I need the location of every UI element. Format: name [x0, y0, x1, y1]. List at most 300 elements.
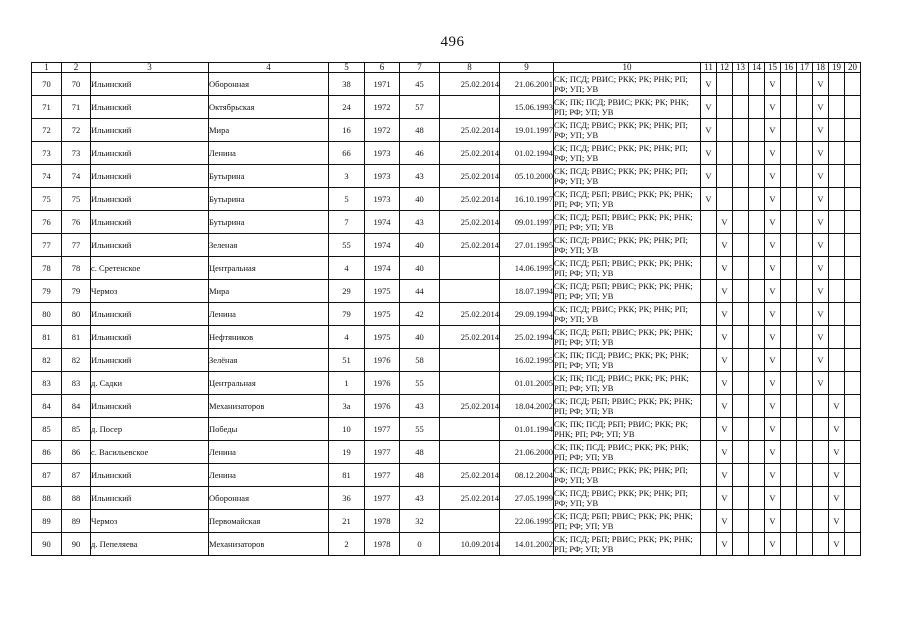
table-row — [32, 303, 861, 326]
codes-cell: СК; ПСД; РВИС; РКК; РК; РНК; РП; РФ; УП; УВ — [554, 464, 701, 487]
mark-cell-18 — [813, 533, 829, 556]
street-cell: Ленина — [209, 303, 329, 326]
object-number-cell: 77 — [62, 234, 91, 257]
mark-cell-17 — [797, 188, 813, 211]
mark-cell-11 — [701, 395, 717, 418]
house-number-cell: 79 — [329, 303, 365, 326]
mark-cell-11: V — [701, 119, 717, 142]
street-cell: Мира — [209, 119, 329, 142]
mark-cell-20 — [845, 142, 861, 165]
table-row — [32, 188, 861, 211]
mark-cell-18: V — [813, 119, 829, 142]
year-cell: 1972 — [365, 96, 400, 119]
mark-cell-16 — [781, 487, 797, 510]
date-cell: 10.09.2014 — [440, 533, 500, 556]
mark-cell-20 — [845, 165, 861, 188]
mark-cell-15: V — [765, 119, 781, 142]
mark-cell-18: V — [813, 165, 829, 188]
mark-cell-13 — [733, 372, 749, 395]
row-number-cell: 85 — [32, 418, 62, 441]
date-cell — [440, 510, 500, 533]
codes-cell: СК; ПК; ПСД; РВИС; РКК; РК; РНК; РП; РФ; УП; УВ — [554, 349, 701, 372]
mark-cell-13 — [733, 533, 749, 556]
mark-cell-14 — [749, 395, 765, 418]
mark-cell-12: V — [717, 326, 733, 349]
mark-cell-20 — [845, 188, 861, 211]
year-cell: 1974 — [365, 234, 400, 257]
mark-cell-12 — [717, 165, 733, 188]
house-number-cell: 4 — [329, 257, 365, 280]
mark-cell-14 — [749, 234, 765, 257]
table-row — [32, 533, 861, 556]
object-number-cell: 86 — [62, 441, 91, 464]
date-cell: 08.12.2004 — [500, 464, 554, 487]
mark-cell-18: V — [813, 142, 829, 165]
column-number-header: 7 — [400, 63, 440, 73]
mark-cell-19 — [829, 119, 845, 142]
mark-cell-14 — [749, 96, 765, 119]
mark-cell-18 — [813, 395, 829, 418]
mark-cell-17 — [797, 96, 813, 119]
year-cell: 1977 — [365, 487, 400, 510]
codes-cell: СК; ПК; ПСД; РВИС; РКК; РК; РНК; РП; РФ; УП; УВ — [554, 96, 701, 119]
register-table — [31, 62, 861, 556]
mark-cell-12: V — [717, 372, 733, 395]
mark-cell-12 — [717, 188, 733, 211]
street-cell: Октябрьская — [209, 96, 329, 119]
object-number-cell: 83 — [62, 372, 91, 395]
object-number-cell: 78 — [62, 257, 91, 280]
mark-cell-14 — [749, 510, 765, 533]
mark-cell-20 — [845, 349, 861, 372]
mark-cell-14 — [749, 188, 765, 211]
date-cell: 25.02.1994 — [500, 326, 554, 349]
street-cell: Зеленая — [209, 234, 329, 257]
object-number-cell: 73 — [62, 142, 91, 165]
wear-cell: 55 — [400, 418, 440, 441]
codes-cell: СК; ПК; ПСД; РБП; РВИС; РКК; РК; РНК; РП; РФ; УП; УВ — [554, 418, 701, 441]
date-cell: 25.02.2014 — [440, 142, 500, 165]
date-cell: 25.02.2014 — [440, 326, 500, 349]
settlement-cell: Ильинский — [91, 165, 209, 188]
mark-cell-20 — [845, 464, 861, 487]
mark-cell-13 — [733, 142, 749, 165]
codes-cell: СК; ПСД; РВИС; РКК; РК; РНК; РП; РФ; УП; УВ — [554, 73, 701, 96]
mark-cell-20 — [845, 395, 861, 418]
wear-cell: 0 — [400, 533, 440, 556]
mark-cell-20 — [845, 257, 861, 280]
mark-cell-15: V — [765, 211, 781, 234]
mark-cell-20 — [845, 280, 861, 303]
wear-cell: 40 — [400, 234, 440, 257]
mark-cell-14 — [749, 441, 765, 464]
mark-cell-13 — [733, 211, 749, 234]
date-cell: 29.09.1994 — [500, 303, 554, 326]
mark-cell-15: V — [765, 303, 781, 326]
mark-cell-12: V — [717, 464, 733, 487]
object-number-cell: 74 — [62, 165, 91, 188]
codes-cell: СК; ПСД; РБП; РВИС; РКК; РК; РНК; РП; РФ; УП; УВ — [554, 257, 701, 280]
mark-cell-11 — [701, 441, 717, 464]
mark-cell-13 — [733, 510, 749, 533]
street-cell: Первомайская — [209, 510, 329, 533]
column-number-header: 15 — [765, 63, 781, 73]
mark-cell-20 — [845, 533, 861, 556]
mark-cell-13 — [733, 188, 749, 211]
mark-cell-20 — [845, 372, 861, 395]
mark-cell-15: V — [765, 510, 781, 533]
row-number-cell: 80 — [32, 303, 62, 326]
house-number-cell: 19 — [329, 441, 365, 464]
mark-cell-13 — [733, 464, 749, 487]
mark-cell-15: V — [765, 96, 781, 119]
date-cell: 14.01.2002 — [500, 533, 554, 556]
mark-cell-11 — [701, 280, 717, 303]
mark-cell-15: V — [765, 326, 781, 349]
year-cell: 1977 — [365, 418, 400, 441]
mark-cell-16 — [781, 142, 797, 165]
mark-cell-19 — [829, 303, 845, 326]
mark-cell-17 — [797, 326, 813, 349]
house-number-cell: 29 — [329, 280, 365, 303]
codes-cell: СК; ПСД; РВИС; РКК; РК; РНК; РП; РФ; УП; УВ — [554, 165, 701, 188]
street-cell: Центральная — [209, 257, 329, 280]
mark-cell-12: V — [717, 303, 733, 326]
mark-cell-18: V — [813, 326, 829, 349]
wear-cell: 45 — [400, 73, 440, 96]
mark-cell-11: V — [701, 96, 717, 119]
row-number-cell: 70 — [32, 73, 62, 96]
mark-cell-15: V — [765, 395, 781, 418]
street-cell: Бутырина — [209, 211, 329, 234]
house-number-cell: 3 — [329, 165, 365, 188]
date-cell: 09.01.1997 — [500, 211, 554, 234]
mark-cell-14 — [749, 280, 765, 303]
mark-cell-11: V — [701, 188, 717, 211]
mark-cell-20 — [845, 234, 861, 257]
object-number-cell: 76 — [62, 211, 91, 234]
mark-cell-16 — [781, 257, 797, 280]
mark-cell-11 — [701, 234, 717, 257]
mark-cell-18: V — [813, 280, 829, 303]
object-number-cell: 70 — [62, 73, 91, 96]
mark-cell-19 — [829, 326, 845, 349]
object-number-cell: 82 — [62, 349, 91, 372]
column-number-header-row — [32, 63, 861, 73]
mark-cell-18: V — [813, 372, 829, 395]
street-cell: Механизаторов — [209, 533, 329, 556]
mark-cell-17 — [797, 533, 813, 556]
wear-cell: 43 — [400, 165, 440, 188]
mark-cell-16 — [781, 211, 797, 234]
wear-cell: 48 — [400, 441, 440, 464]
table-row — [32, 395, 861, 418]
mark-cell-17 — [797, 349, 813, 372]
wear-cell: 40 — [400, 257, 440, 280]
mark-cell-13 — [733, 165, 749, 188]
mark-cell-15: V — [765, 349, 781, 372]
column-number-header: 10 — [554, 63, 701, 73]
mark-cell-12: V — [717, 257, 733, 280]
mark-cell-17 — [797, 165, 813, 188]
mark-cell-20 — [845, 510, 861, 533]
settlement-cell: Ильинский — [91, 188, 209, 211]
date-cell: 15.06.1993 — [500, 96, 554, 119]
codes-cell: СК; ПК; ПСД; РВИС; РКК; РК; РНК; РП; РФ; УП; УВ — [554, 441, 701, 464]
year-cell: 1976 — [365, 395, 400, 418]
table-row — [32, 464, 861, 487]
house-number-cell: 38 — [329, 73, 365, 96]
year-cell: 1977 — [365, 441, 400, 464]
mark-cell-16 — [781, 326, 797, 349]
date-cell — [440, 418, 500, 441]
mark-cell-11 — [701, 533, 717, 556]
date-cell: 01.02.1994 — [500, 142, 554, 165]
column-number-header: 16 — [781, 63, 797, 73]
mark-cell-17 — [797, 372, 813, 395]
mark-cell-12: V — [717, 418, 733, 441]
object-number-cell: 89 — [62, 510, 91, 533]
house-number-cell: 51 — [329, 349, 365, 372]
column-number-header: 14 — [749, 63, 765, 73]
mark-cell-15: V — [765, 165, 781, 188]
date-cell: 25.02.2014 — [440, 395, 500, 418]
settlement-cell: Ильинский — [91, 349, 209, 372]
mark-cell-15: V — [765, 280, 781, 303]
object-number-cell: 84 — [62, 395, 91, 418]
mark-cell-20 — [845, 303, 861, 326]
date-cell: 14.06.1995 — [500, 257, 554, 280]
mark-cell-20 — [845, 119, 861, 142]
table-row — [32, 326, 861, 349]
mark-cell-11: V — [701, 73, 717, 96]
codes-cell: СК; ПСД; РБП; РВИС; РКК; РК; РНК; РП; РФ; УП; УВ — [554, 395, 701, 418]
mark-cell-17 — [797, 280, 813, 303]
mark-cell-13 — [733, 257, 749, 280]
year-cell: 1973 — [365, 188, 400, 211]
street-cell: Ленина — [209, 142, 329, 165]
date-cell — [440, 349, 500, 372]
wear-cell: 55 — [400, 372, 440, 395]
column-number-header: 2 — [62, 63, 91, 73]
wear-cell: 43 — [400, 211, 440, 234]
house-number-cell: 4 — [329, 326, 365, 349]
table-row — [32, 441, 861, 464]
object-number-cell: 80 — [62, 303, 91, 326]
mark-cell-13 — [733, 418, 749, 441]
year-cell: 1974 — [365, 211, 400, 234]
mark-cell-18 — [813, 464, 829, 487]
date-cell: 25.02.2014 — [440, 165, 500, 188]
wear-cell: 32 — [400, 510, 440, 533]
mark-cell-19: V — [829, 533, 845, 556]
row-number-cell: 83 — [32, 372, 62, 395]
mark-cell-11 — [701, 349, 717, 372]
date-cell: 05.10.2000 — [500, 165, 554, 188]
date-cell: 25.02.2014 — [440, 188, 500, 211]
mark-cell-11 — [701, 487, 717, 510]
mark-cell-14 — [749, 165, 765, 188]
mark-cell-19: V — [829, 418, 845, 441]
wear-cell: 40 — [400, 188, 440, 211]
mark-cell-15: V — [765, 188, 781, 211]
mark-cell-15: V — [765, 441, 781, 464]
wear-cell: 43 — [400, 395, 440, 418]
codes-cell: СК; ПСД; РБП; РВИС; РКК; РК; РНК; РП; РФ; УП; УВ — [554, 188, 701, 211]
settlement-cell: Чермоз — [91, 280, 209, 303]
house-number-cell: 10 — [329, 418, 365, 441]
mark-cell-18: V — [813, 73, 829, 96]
street-cell: Оборонная — [209, 73, 329, 96]
date-cell: 01.01.2005 — [500, 372, 554, 395]
codes-cell: СК; ПСД; РВИС; РКК; РК; РНК; РП; РФ; УП; УВ — [554, 119, 701, 142]
date-cell: 25.02.2014 — [440, 211, 500, 234]
mark-cell-12: V — [717, 533, 733, 556]
house-number-cell: 1 — [329, 372, 365, 395]
mark-cell-18 — [813, 418, 829, 441]
mark-cell-14 — [749, 119, 765, 142]
mark-cell-13 — [733, 280, 749, 303]
house-number-cell: 24 — [329, 96, 365, 119]
mark-cell-15: V — [765, 73, 781, 96]
mark-cell-20 — [845, 211, 861, 234]
mark-cell-16 — [781, 464, 797, 487]
street-cell: Ленина — [209, 441, 329, 464]
mark-cell-12 — [717, 73, 733, 96]
row-number-cell: 75 — [32, 188, 62, 211]
mark-cell-17 — [797, 257, 813, 280]
object-number-cell: 85 — [62, 418, 91, 441]
register-table-body — [32, 73, 861, 556]
object-number-cell: 90 — [62, 533, 91, 556]
settlement-cell: Ильинский — [91, 395, 209, 418]
mark-cell-16 — [781, 188, 797, 211]
mark-cell-11 — [701, 464, 717, 487]
row-number-cell: 76 — [32, 211, 62, 234]
mark-cell-15: V — [765, 533, 781, 556]
mark-cell-19 — [829, 280, 845, 303]
object-number-cell: 87 — [62, 464, 91, 487]
row-number-cell: 79 — [32, 280, 62, 303]
year-cell: 1975 — [365, 303, 400, 326]
mark-cell-15: V — [765, 142, 781, 165]
date-cell: 25.02.2014 — [440, 464, 500, 487]
mark-cell-19: V — [829, 395, 845, 418]
mark-cell-19 — [829, 73, 845, 96]
mark-cell-16 — [781, 96, 797, 119]
page-number: 496 — [440, 34, 465, 50]
mark-cell-13 — [733, 441, 749, 464]
object-number-cell: 81 — [62, 326, 91, 349]
mark-cell-17 — [797, 73, 813, 96]
year-cell: 1976 — [365, 349, 400, 372]
table-row — [32, 96, 861, 119]
column-number-header: 13 — [733, 63, 749, 73]
object-number-cell: 75 — [62, 188, 91, 211]
mark-cell-14 — [749, 326, 765, 349]
settlement-cell: Ильинский — [91, 234, 209, 257]
table-row — [32, 119, 861, 142]
wear-cell: 43 — [400, 487, 440, 510]
mark-cell-11: V — [701, 165, 717, 188]
settlement-cell: Ильинский — [91, 142, 209, 165]
mark-cell-17 — [797, 395, 813, 418]
house-number-cell: 7 — [329, 211, 365, 234]
mark-cell-17 — [797, 303, 813, 326]
date-cell: 18.04.2002 — [500, 395, 554, 418]
mark-cell-20 — [845, 73, 861, 96]
date-cell — [440, 257, 500, 280]
street-cell: Нефтяников — [209, 326, 329, 349]
settlement-cell: с. Васильевское — [91, 441, 209, 464]
mark-cell-16 — [781, 418, 797, 441]
mark-cell-13 — [733, 303, 749, 326]
mark-cell-19 — [829, 372, 845, 395]
settlement-cell: Чермоз — [91, 510, 209, 533]
mark-cell-13 — [733, 395, 749, 418]
date-cell: 01.01.1994 — [500, 418, 554, 441]
mark-cell-16 — [781, 395, 797, 418]
street-cell: Центральная — [209, 372, 329, 395]
date-cell — [440, 441, 500, 464]
year-cell: 1976 — [365, 372, 400, 395]
wear-cell: 48 — [400, 119, 440, 142]
street-cell: Победы — [209, 418, 329, 441]
date-cell: 25.02.2014 — [440, 234, 500, 257]
codes-cell: СК; ПСД; РВИС; РКК; РК; РНК; РП; РФ; УП; УВ — [554, 142, 701, 165]
mark-cell-16 — [781, 234, 797, 257]
year-cell: 1975 — [365, 326, 400, 349]
object-number-cell: 79 — [62, 280, 91, 303]
row-number-cell: 71 — [32, 96, 62, 119]
mark-cell-19 — [829, 188, 845, 211]
mark-cell-13 — [733, 119, 749, 142]
house-number-cell: 16 — [329, 119, 365, 142]
mark-cell-20 — [845, 96, 861, 119]
codes-cell: СК; ПСД; РВИС; РКК; РК; РНК; РП; РФ; УП; УВ — [554, 234, 701, 257]
year-cell: 1975 — [365, 280, 400, 303]
table-row — [32, 349, 861, 372]
column-number-header: 17 — [797, 63, 813, 73]
mark-cell-14 — [749, 303, 765, 326]
settlement-cell: Ильинский — [91, 326, 209, 349]
mark-cell-15: V — [765, 372, 781, 395]
mark-cell-14 — [749, 73, 765, 96]
mark-cell-19 — [829, 234, 845, 257]
settlement-cell: д. Пепеляева — [91, 533, 209, 556]
mark-cell-12: V — [717, 211, 733, 234]
column-number-header: 9 — [500, 63, 554, 73]
mark-cell-11 — [701, 211, 717, 234]
mark-cell-16 — [781, 510, 797, 533]
mark-cell-12: V — [717, 349, 733, 372]
codes-cell: СК; ПСД; РБП; РВИС; РКК; РК; РНК; РП; РФ; УП; УВ — [554, 280, 701, 303]
mark-cell-18 — [813, 487, 829, 510]
mark-cell-14 — [749, 464, 765, 487]
mark-cell-15: V — [765, 464, 781, 487]
mark-cell-19 — [829, 142, 845, 165]
row-number-cell: 86 — [32, 441, 62, 464]
mark-cell-18 — [813, 441, 829, 464]
date-cell: 22.06.1995 — [500, 510, 554, 533]
mark-cell-14 — [749, 372, 765, 395]
wear-cell: 46 — [400, 142, 440, 165]
street-cell: Ленина — [209, 464, 329, 487]
settlement-cell: д. Садки — [91, 372, 209, 395]
codes-cell: СК; ПСД; РВИС; РКК; РК; РНК; РП; РФ; УП; УВ — [554, 303, 701, 326]
mark-cell-12: V — [717, 487, 733, 510]
house-number-cell: 3а — [329, 395, 365, 418]
